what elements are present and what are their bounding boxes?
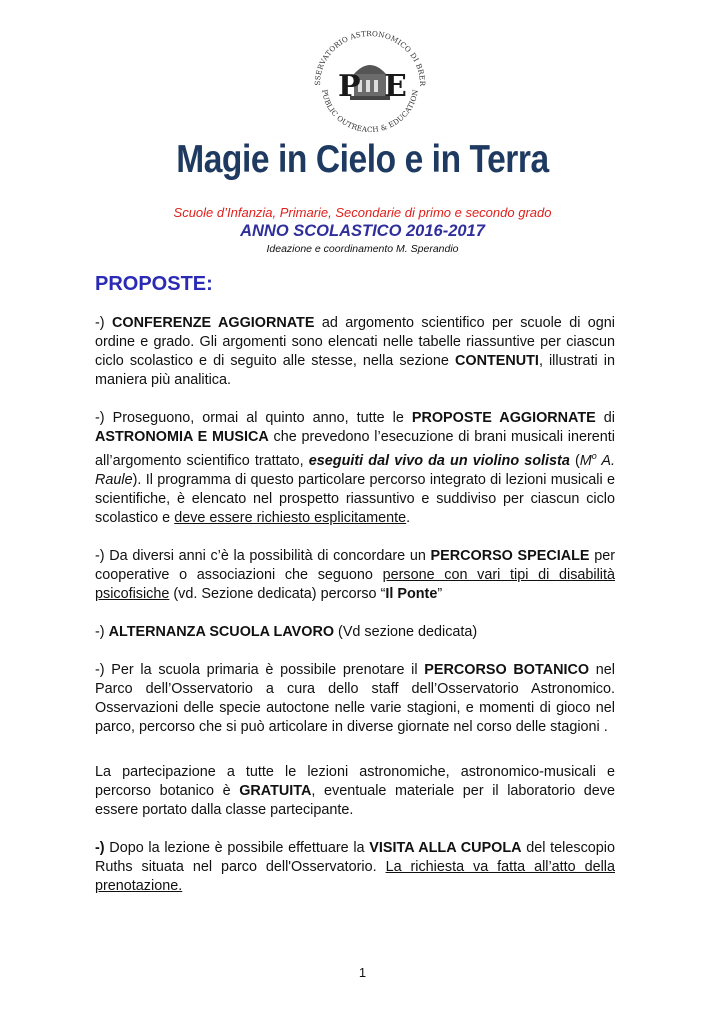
p2-italic-raule: A. Raule xyxy=(95,452,616,488)
p2-text-j: ). Il programma di questo particolare percorso integrato di lezioni musicali e scientifiche, è elencato nel prospetto riassuntivo e suddiviso per ciascun ciclo scolastico e xyxy=(95,471,615,526)
p6-text-a: La partecipazione a tutte le lezioni astronomiche, astronomico-musicali e percorso botanico è xyxy=(95,763,615,799)
page-number: 1 xyxy=(358,965,367,980)
p2-italic-maestro: M xyxy=(579,452,592,469)
p2-bold-italic-violin: eseguiti dal vivo da un violino solista xyxy=(308,452,570,469)
p2-superscript: o xyxy=(591,451,597,461)
p2-underlined-request: deve essere richiesto esplicitamente xyxy=(174,509,407,526)
paragraph-conferences xyxy=(95,314,615,390)
p7-text-b: Dopo la lezione è possibile effettuare la xyxy=(104,839,370,856)
p1-text-c: ad argomento scientifico per scuole di ogni ordine e grado. Gli argomenti sono elencati nelle tabelle riassuntive per ciascun ciclo scolastico e di seguito alle stesse, nella sezione xyxy=(95,315,615,369)
page-title: Magie in Cielo e in Terra xyxy=(176,138,549,181)
p4-text-c: (Vd sezione dedicata) xyxy=(334,623,478,640)
p3-underlined-disabilities: persone con vari tipi di disabilità psicofisiche xyxy=(95,566,615,602)
p2-bold-proposals: PROPOSTE AGGIORNATE xyxy=(411,410,596,426)
p3-text-e: (vd. Sezione dedicata) percorso “ xyxy=(169,585,386,602)
p5-text-c: nel Parco dell’Osservatorio a cura dello staff dell’Osservatorio Astronomico. Osservazioni delle specie autoctone nelle varie stagioni, e momenti di gioco nel parco, percorso che si può articolare in diverse giornate nel corso delle stagioni . xyxy=(95,661,615,735)
school-year: ANNO SCOLASTICO 2016-2017 xyxy=(240,222,485,240)
paragraph-work-alternance xyxy=(95,623,615,642)
p1-bold-contents: CONTENUTI xyxy=(454,353,539,369)
paragraph-free-participation xyxy=(95,763,615,820)
svg-text:OSSERVATORIO ASTRONOMICO DI BR: SSERVATORIO ASTRONOMICO DI BRER xyxy=(312,28,428,87)
p7-text-d: del telescopio Ruths situata nel parco dell'Osservatorio. xyxy=(95,839,615,875)
p2-text-e: che prevedono l’esecuzione di brani musicali inerenti all’argomento scientifico trattato, xyxy=(95,429,616,469)
p7-bold-dash: -) xyxy=(95,839,105,856)
paragraph-botanical-path xyxy=(95,661,615,737)
p2-text-a: -) Proseguono, ormai al quinto anno, tutte le xyxy=(95,410,412,426)
p4-bold-alternanza: ALTERNANZA SCUOLA LAVORO xyxy=(108,623,335,640)
p3-text-a: -) Da diversi anni c’è la possibilità di concordare un xyxy=(95,547,431,564)
p4-text-a: -) xyxy=(95,623,109,640)
p2-text-l: . xyxy=(406,509,411,526)
p2-text-g: ( xyxy=(569,452,580,469)
school-levels-subtitle: Scuole d’Infanzia, Primarie, Secondarie di primo e secondo grado xyxy=(173,205,552,220)
coordination-credit: Ideazione e coordinamento M. Sperandio xyxy=(266,243,459,255)
p6-bold-free: GRATUITA xyxy=(239,782,312,799)
p3-bold-special-path: PERCORSO SPECIALE xyxy=(430,547,590,564)
paragraph-dome-visit xyxy=(95,839,615,896)
p1-text-e: , illustrati in maniera più analitica. xyxy=(95,353,616,388)
document-body xyxy=(95,314,615,896)
p3-bold-il-ponte: Il Ponte xyxy=(385,585,438,602)
p5-text-a: -) Per la scuola primaria è possibile prenotare il xyxy=(95,661,425,678)
paragraph-special-path xyxy=(95,547,615,604)
p7-bold-dome-visit: VISITA ALLA CUPOLA xyxy=(369,839,522,856)
p6-text-c: , eventuale materiale per il laboratorio deve essere portato dalla classe partecipante. xyxy=(95,782,615,818)
section-heading: PROPOSTE: xyxy=(95,273,213,295)
p1-bold-conferences: CONFERENZE AGGIORNATE xyxy=(111,315,315,331)
p3-text-g: ” xyxy=(437,585,443,602)
poe-logo xyxy=(302,26,436,136)
svg-text:P: P xyxy=(338,69,361,104)
p7-underlined-booking: La richiesta va fatta all’atto della prenotazione. xyxy=(95,858,615,894)
p5-bold-botanical: PERCORSO BOTANICO xyxy=(424,661,590,678)
p2-bold-astronomy-music: ASTRONOMIA E MUSICA xyxy=(95,429,269,445)
paragraph-astronomy-music xyxy=(95,409,615,528)
p1-text-a: -) xyxy=(95,315,112,331)
svg-text:E: E xyxy=(384,69,407,104)
svg-text:PUBLIC OUTREACH & EDUCATION: PUBLIC OUTREACH & EDUCATION xyxy=(320,88,420,135)
p2-text-c: di xyxy=(595,410,615,426)
p3-text-c: per cooperative o associazioni che seguono xyxy=(95,547,616,583)
